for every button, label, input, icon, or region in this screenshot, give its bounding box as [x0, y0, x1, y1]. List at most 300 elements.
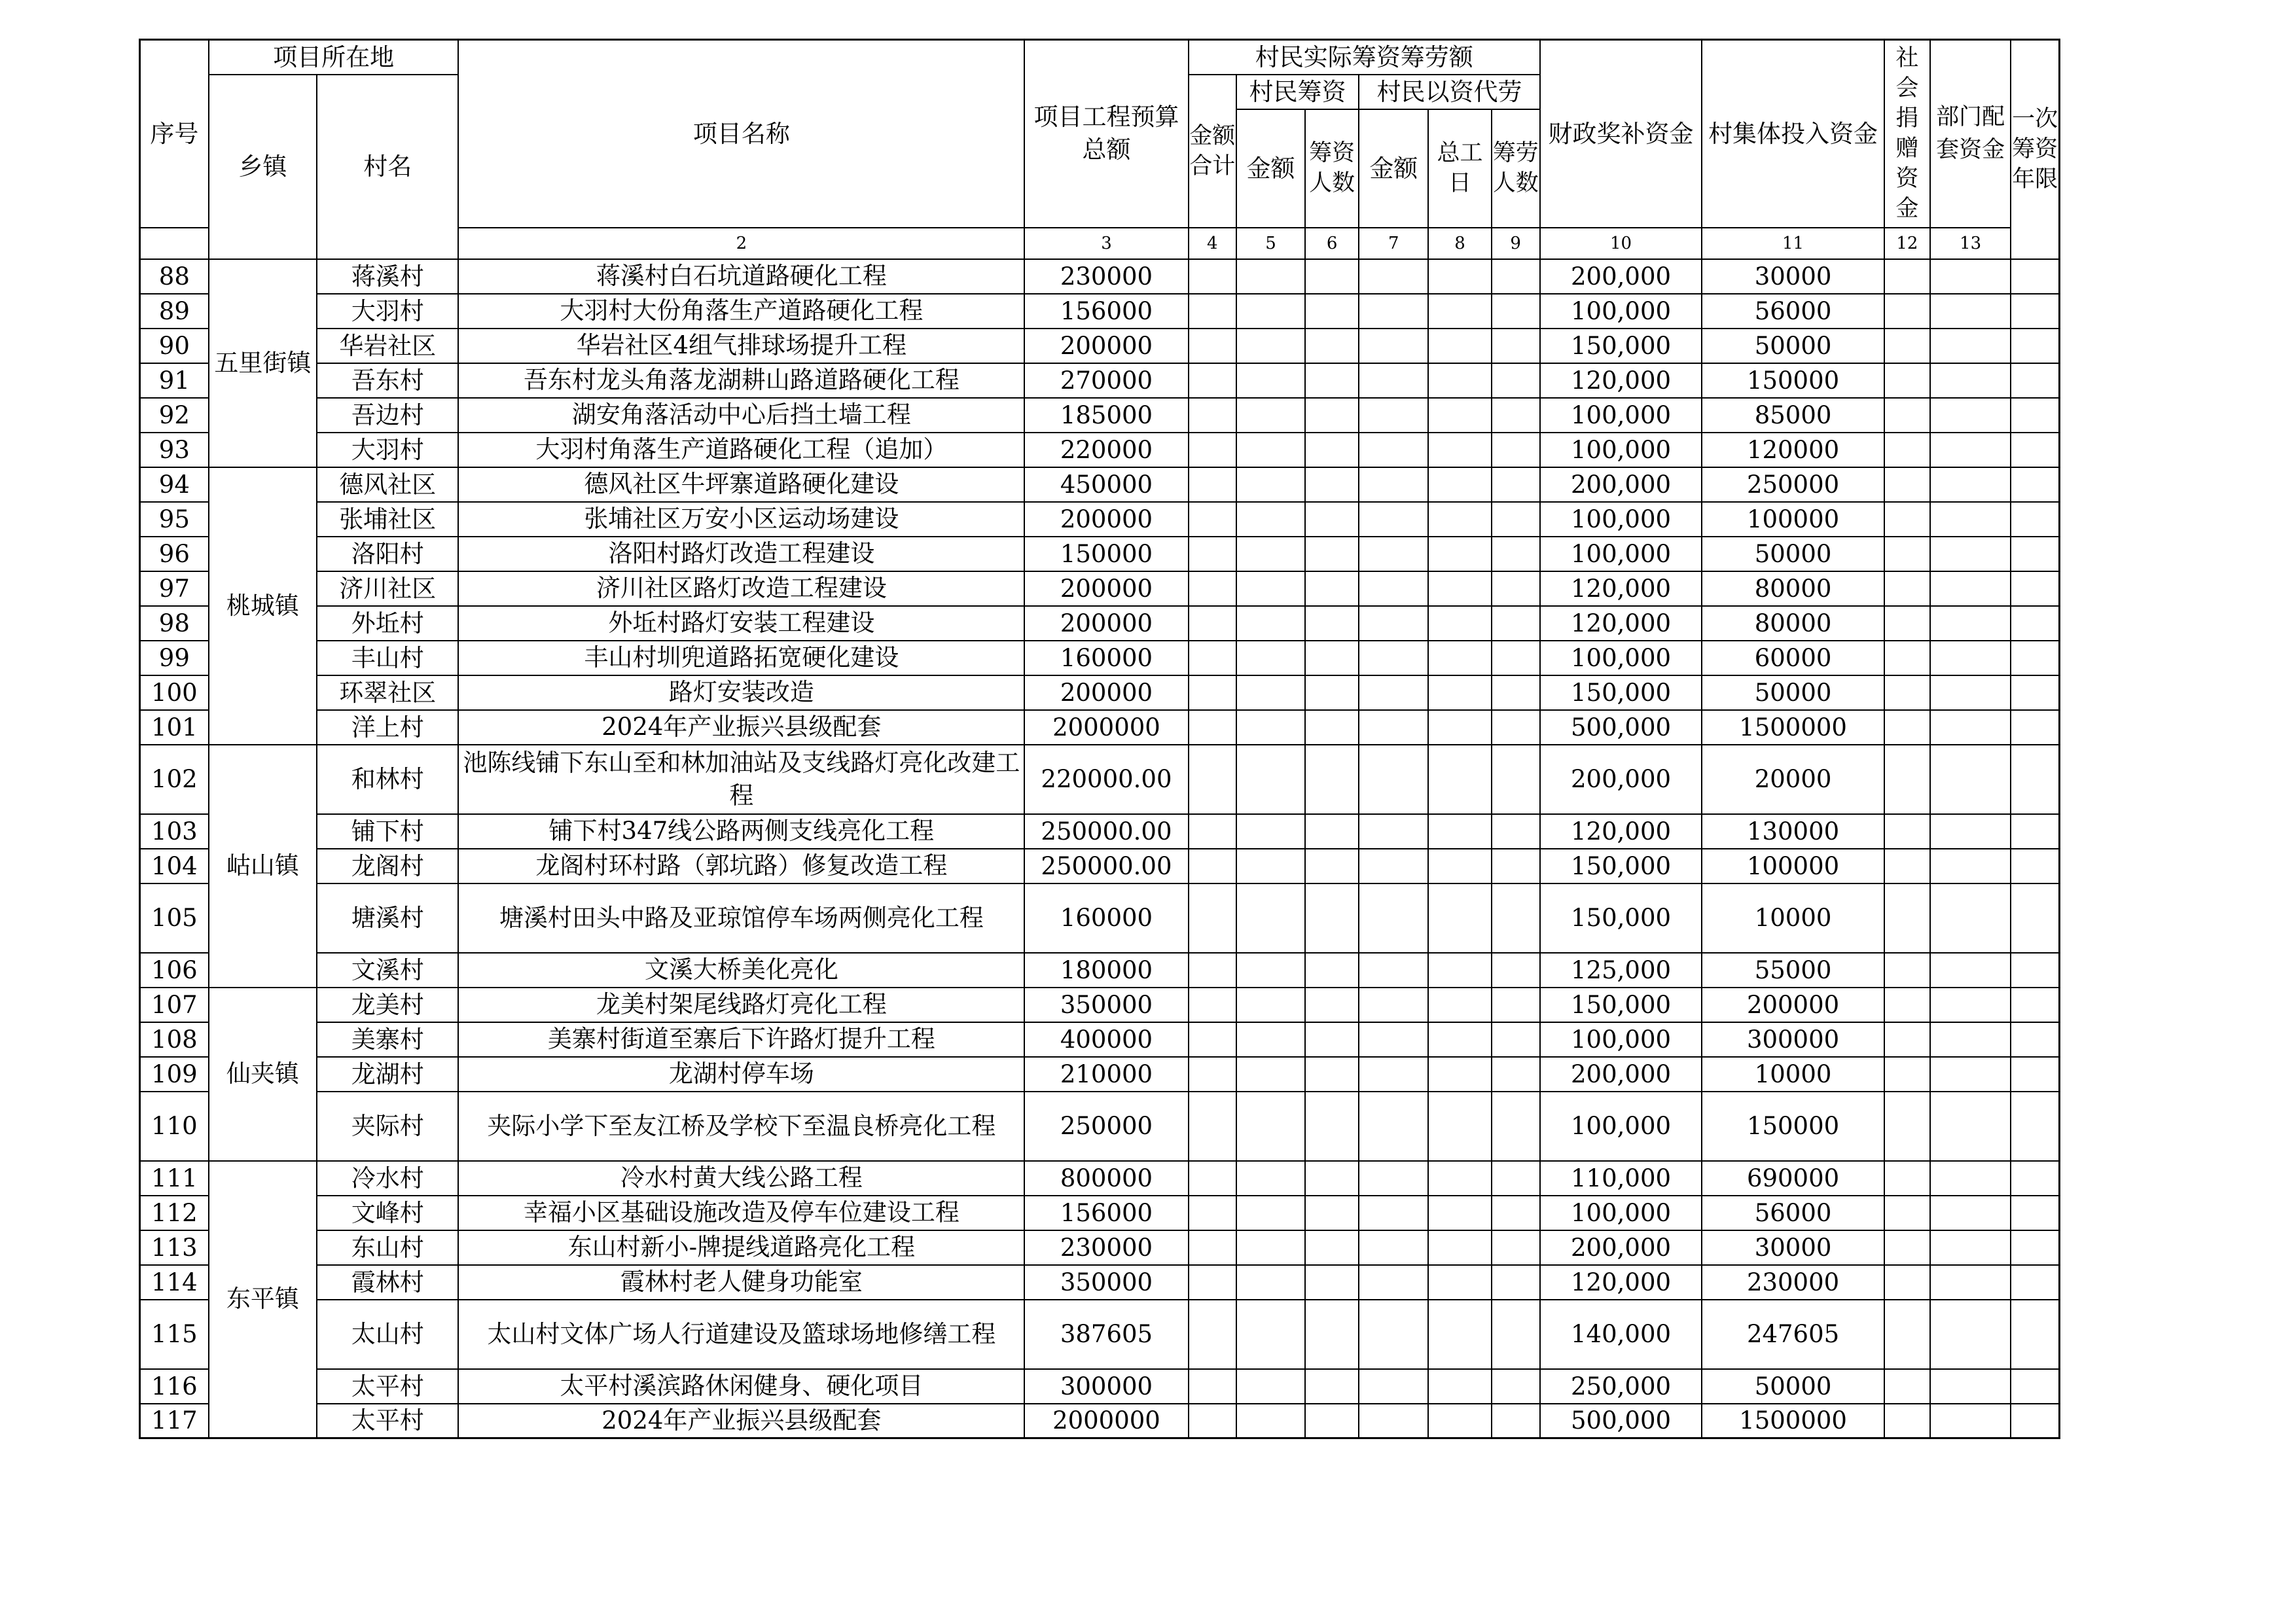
- row-budget: 300000: [1024, 1369, 1189, 1404]
- row-fiscal: 100,000: [1540, 1022, 1702, 1057]
- row-empty-cell: [1305, 988, 1359, 1022]
- table-row: [140, 363, 2060, 398]
- row-town: 岵山镇: [209, 745, 317, 988]
- row-collective: 1500000: [1702, 710, 1884, 745]
- header-villager-fund: 村民筹资: [1236, 75, 1359, 109]
- row-empty-cell: [2011, 814, 2059, 849]
- row-empty-cell: [1428, 537, 1491, 571]
- row-project-name: 路灯安装改造: [458, 675, 1024, 710]
- row-project-name: 德风社区牛坪寨道路硬化建设: [458, 467, 1024, 502]
- row-fiscal: 100,000: [1540, 1196, 1702, 1230]
- row-village: 洋上村: [317, 710, 458, 745]
- row-empty-cell: [1930, 1230, 2011, 1265]
- row-empty-cell: [1428, 641, 1491, 675]
- row-empty-cell: [1305, 814, 1359, 849]
- row-fiscal: 100,000: [1540, 641, 1702, 675]
- row-collective: 85000: [1702, 398, 1884, 433]
- row-empty-cell: [1492, 710, 1540, 745]
- row-empty-cell: [1359, 259, 1428, 294]
- row-empty-cell: [1930, 363, 2011, 398]
- row-empty-cell: [1236, 988, 1305, 1022]
- row-empty-cell: [1884, 1161, 1930, 1196]
- row-empty-cell: [1884, 641, 1930, 675]
- row-empty-cell: [1189, 259, 1236, 294]
- row-budget: 450000: [1024, 467, 1189, 502]
- row-project-name: 池陈线铺下东山至和林加油站及支线路灯亮化改建工程: [458, 745, 1024, 814]
- row-collective: 247605: [1702, 1300, 1884, 1369]
- row-empty-cell: [1428, 988, 1491, 1022]
- row-empty-cell: [1189, 398, 1236, 433]
- header-labor-days: 总工日: [1428, 109, 1491, 228]
- header-dept: 部门配套资金: [1930, 40, 2011, 228]
- row-project-name: 吾东村龙头角落龙湖耕山路道路硬化工程: [458, 363, 1024, 398]
- row-town: 桃城镇: [209, 467, 317, 745]
- row-empty-cell: [1305, 1404, 1359, 1438]
- row-empty-cell: [1884, 259, 1930, 294]
- row-budget: 350000: [1024, 988, 1189, 1022]
- row-empty-cell: [1305, 433, 1359, 467]
- row-empty-cell: [1930, 1196, 2011, 1230]
- row-empty-cell: [1189, 502, 1236, 537]
- row-project-name: 美寨村街道至寨后下许路灯提升工程: [458, 1022, 1024, 1057]
- row-empty-cell: [1884, 1022, 1930, 1057]
- row-budget: 160000: [1024, 641, 1189, 675]
- row-empty-cell: [1236, 1092, 1305, 1161]
- row-empty-cell: [1884, 1057, 1930, 1092]
- row-empty-cell: [1359, 988, 1428, 1022]
- row-empty-cell: [1884, 1092, 1930, 1161]
- row-empty-cell: [1305, 745, 1359, 814]
- row-empty-cell: [1359, 329, 1428, 363]
- row-empty-cell: [1930, 1161, 2011, 1196]
- col-number: 2: [458, 228, 1024, 259]
- row-empty-cell: [1189, 363, 1236, 398]
- row-empty-cell: [1492, 1196, 1540, 1230]
- row-empty-cell: [1428, 571, 1491, 606]
- row-seq: 108: [140, 1022, 209, 1057]
- row-empty-cell: [1305, 502, 1359, 537]
- row-empty-cell: [1492, 294, 1540, 329]
- row-empty-cell: [1884, 398, 1930, 433]
- row-collective: 1500000: [1702, 1404, 1884, 1438]
- row-budget: 156000: [1024, 294, 1189, 329]
- row-empty-cell: [1492, 398, 1540, 433]
- row-empty-cell: [2011, 537, 2059, 571]
- row-project-name: 蒋溪村白石坑道路硬化工程: [458, 259, 1024, 294]
- row-collective: 80000: [1702, 606, 1884, 641]
- row-empty-cell: [1492, 502, 1540, 537]
- row-village: 铺下村: [317, 814, 458, 849]
- row-empty-cell: [1236, 571, 1305, 606]
- row-village: 东山村: [317, 1230, 458, 1265]
- row-empty-cell: [1359, 1057, 1428, 1092]
- row-budget: 250000.00: [1024, 814, 1189, 849]
- row-project-name: 文溪大桥美化亮化: [458, 953, 1024, 988]
- row-empty-cell: [1428, 745, 1491, 814]
- row-collective: 30000: [1702, 1230, 1884, 1265]
- row-empty-cell: [1305, 1369, 1359, 1404]
- row-project-name: 霞林村老人健身功能室: [458, 1265, 1024, 1300]
- row-empty-cell: [1236, 294, 1305, 329]
- table-row: [140, 1196, 2060, 1230]
- row-empty-cell: [1428, 1057, 1491, 1092]
- row-empty-cell: [2011, 467, 2059, 502]
- row-empty-cell: [1236, 1022, 1305, 1057]
- row-empty-cell: [1884, 363, 1930, 398]
- row-empty-cell: [1236, 1300, 1305, 1369]
- row-empty-cell: [1492, 1369, 1540, 1404]
- row-empty-cell: [1428, 363, 1491, 398]
- row-empty-cell: [1236, 1404, 1305, 1438]
- row-empty-cell: [1492, 606, 1540, 641]
- row-empty-cell: [2011, 294, 2059, 329]
- table-row: [140, 710, 2060, 745]
- col-number: 6: [1305, 228, 1359, 259]
- row-empty-cell: [1428, 433, 1491, 467]
- row-village: 洛阳村: [317, 537, 458, 571]
- row-empty-cell: [1492, 675, 1540, 710]
- row-empty-cell: [1305, 1265, 1359, 1300]
- row-empty-cell: [1236, 363, 1305, 398]
- row-empty-cell: [1884, 329, 1930, 363]
- row-empty-cell: [1492, 1300, 1540, 1369]
- row-empty-cell: [1428, 1230, 1491, 1265]
- row-empty-cell: [1930, 710, 2011, 745]
- row-collective: 10000: [1702, 1057, 1884, 1092]
- row-project-name: 塘溪村田头中路及亚琼馆停车场两侧亮化工程: [458, 883, 1024, 953]
- header-town: 乡镇: [209, 75, 317, 259]
- row-empty-cell: [1189, 710, 1236, 745]
- row-empty-cell: [1189, 1022, 1236, 1057]
- row-empty-cell: [1492, 571, 1540, 606]
- row-empty-cell: [1930, 953, 2011, 988]
- row-empty-cell: [1884, 1369, 1930, 1404]
- row-fiscal: 100,000: [1540, 1092, 1702, 1161]
- row-empty-cell: [1359, 675, 1428, 710]
- row-fiscal: 120,000: [1540, 814, 1702, 849]
- row-collective: 50000: [1702, 1369, 1884, 1404]
- row-empty-cell: [1236, 398, 1305, 433]
- row-empty-cell: [1492, 259, 1540, 294]
- table-row: [140, 502, 2060, 537]
- row-seq: 91: [140, 363, 209, 398]
- col-number: 9: [1492, 228, 1540, 259]
- row-empty-cell: [1428, 1161, 1491, 1196]
- row-empty-cell: [1359, 1404, 1428, 1438]
- row-empty-cell: [1305, 1161, 1359, 1196]
- row-empty-cell: [1492, 329, 1540, 363]
- row-empty-cell: [1884, 467, 1930, 502]
- row-collective: 250000: [1702, 467, 1884, 502]
- row-seq: 112: [140, 1196, 209, 1230]
- row-empty-cell: [1359, 1022, 1428, 1057]
- row-seq: 111: [140, 1161, 209, 1196]
- row-collective: 300000: [1702, 1022, 1884, 1057]
- table-row: [140, 849, 2060, 883]
- row-empty-cell: [1305, 849, 1359, 883]
- row-empty-cell: [1884, 953, 1930, 988]
- row-empty-cell: [1305, 259, 1359, 294]
- row-empty-cell: [1930, 433, 2011, 467]
- row-empty-cell: [1359, 1161, 1428, 1196]
- row-empty-cell: [1189, 988, 1236, 1022]
- row-project-name: 铺下村347线公路两侧支线亮化工程: [458, 814, 1024, 849]
- row-empty-cell: [1930, 329, 2011, 363]
- row-collective: 50000: [1702, 537, 1884, 571]
- row-empty-cell: [1428, 883, 1491, 953]
- header-village: 村名: [317, 75, 458, 259]
- row-empty-cell: [1428, 1265, 1491, 1300]
- row-empty-cell: [1359, 1196, 1428, 1230]
- row-empty-cell: [1930, 883, 2011, 953]
- row-seq: 90: [140, 329, 209, 363]
- row-fiscal: 120,000: [1540, 606, 1702, 641]
- row-empty-cell: [1189, 1092, 1236, 1161]
- row-empty-cell: [1428, 953, 1491, 988]
- row-collective: 55000: [1702, 953, 1884, 988]
- row-empty-cell: [1428, 814, 1491, 849]
- row-empty-cell: [1189, 329, 1236, 363]
- row-empty-cell: [1884, 1404, 1930, 1438]
- row-empty-cell: [1359, 433, 1428, 467]
- row-budget: 220000.00: [1024, 745, 1189, 814]
- row-empty-cell: [1492, 1057, 1540, 1092]
- row-collective: 130000: [1702, 814, 1884, 849]
- row-empty-cell: [1492, 953, 1540, 988]
- row-fiscal: 200,000: [1540, 259, 1702, 294]
- row-budget: 160000: [1024, 883, 1189, 953]
- row-budget: 200000: [1024, 329, 1189, 363]
- row-empty-cell: [2011, 710, 2059, 745]
- row-empty-cell: [1305, 953, 1359, 988]
- col-number: 5: [1236, 228, 1305, 259]
- row-village: 华岩社区: [317, 329, 458, 363]
- row-village: 环翠社区: [317, 675, 458, 710]
- row-fiscal: 120,000: [1540, 1265, 1702, 1300]
- row-empty-cell: [2011, 1369, 2059, 1404]
- row-budget: 250000: [1024, 1092, 1189, 1161]
- row-empty-cell: [1884, 606, 1930, 641]
- row-empty-cell: [1359, 849, 1428, 883]
- row-collective: 100000: [1702, 502, 1884, 537]
- row-empty-cell: [1359, 363, 1428, 398]
- row-empty-cell: [1428, 1369, 1491, 1404]
- row-empty-cell: [2011, 1404, 2059, 1438]
- row-empty-cell: [1428, 1196, 1491, 1230]
- row-empty-cell: [1930, 849, 2011, 883]
- row-budget: 180000: [1024, 953, 1189, 988]
- row-budget: 220000: [1024, 433, 1189, 467]
- row-budget: 250000.00: [1024, 849, 1189, 883]
- row-collective: 690000: [1702, 1161, 1884, 1196]
- table-row: [140, 814, 2060, 849]
- row-project-name: 冷水村黄大线公路工程: [458, 1161, 1024, 1196]
- row-project-name: 洛阳村路灯改造工程建设: [458, 537, 1024, 571]
- row-village: 济川社区: [317, 571, 458, 606]
- col-number: 11: [1702, 228, 1884, 259]
- row-empty-cell: [1189, 814, 1236, 849]
- row-project-name: 济川社区路灯改造工程建设: [458, 571, 1024, 606]
- row-empty-cell: [1236, 1196, 1305, 1230]
- row-budget: 230000: [1024, 259, 1189, 294]
- row-empty-cell: [1236, 745, 1305, 814]
- table-row: [140, 1161, 2060, 1196]
- row-empty-cell: [1305, 398, 1359, 433]
- row-empty-cell: [1359, 1369, 1428, 1404]
- row-fiscal: 500,000: [1540, 710, 1702, 745]
- row-empty-cell: [1884, 675, 1930, 710]
- row-project-name: 外坵村路灯安装工程建设: [458, 606, 1024, 641]
- row-empty-cell: [1492, 1092, 1540, 1161]
- row-empty-cell: [1492, 988, 1540, 1022]
- row-village: 塘溪村: [317, 883, 458, 953]
- row-empty-cell: [1492, 1230, 1540, 1265]
- header-labor-amount: 金额: [1359, 109, 1428, 228]
- row-empty-cell: [1428, 467, 1491, 502]
- table-row: [140, 537, 2060, 571]
- row-seq: 88: [140, 259, 209, 294]
- row-seq: 109: [140, 1057, 209, 1092]
- row-empty-cell: [1189, 849, 1236, 883]
- header-seq: 序号: [140, 40, 209, 228]
- row-empty-cell: [2011, 883, 2059, 953]
- row-empty-cell: [1930, 398, 2011, 433]
- row-empty-cell: [1884, 502, 1930, 537]
- row-empty-cell: [1884, 1265, 1930, 1300]
- row-empty-cell: [1189, 537, 1236, 571]
- row-project-name: 夹际小学下至友江桥及学校下至温良桥亮化工程: [458, 1092, 1024, 1161]
- row-empty-cell: [1930, 1057, 2011, 1092]
- row-empty-cell: [1428, 1092, 1491, 1161]
- row-village: 太山村: [317, 1300, 458, 1369]
- row-empty-cell: [1236, 502, 1305, 537]
- row-budget: 2000000: [1024, 1404, 1189, 1438]
- row-empty-cell: [2011, 953, 2059, 988]
- header-years: 一次筹资年限: [2011, 40, 2059, 259]
- row-fiscal: 100,000: [1540, 537, 1702, 571]
- row-seq: 100: [140, 675, 209, 710]
- row-seq: 96: [140, 537, 209, 571]
- row-seq: 92: [140, 398, 209, 433]
- row-project-name: 东山村新小-牌提线道路亮化工程: [458, 1230, 1024, 1265]
- row-empty-cell: [2011, 849, 2059, 883]
- row-budget: 387605: [1024, 1300, 1189, 1369]
- row-empty-cell: [1930, 1265, 2011, 1300]
- row-empty-cell: [1884, 1300, 1930, 1369]
- row-seq: 107: [140, 988, 209, 1022]
- row-project-name: 大羽村大份角落生产道路硬化工程: [458, 294, 1024, 329]
- row-fiscal: 100,000: [1540, 398, 1702, 433]
- row-village: 美寨村: [317, 1022, 458, 1057]
- row-empty-cell: [1428, 710, 1491, 745]
- row-empty-cell: [1236, 814, 1305, 849]
- row-empty-cell: [1884, 710, 1930, 745]
- row-collective: 50000: [1702, 329, 1884, 363]
- row-empty-cell: [1428, 849, 1491, 883]
- row-empty-cell: [1359, 502, 1428, 537]
- row-empty-cell: [1359, 641, 1428, 675]
- row-collective: 150000: [1702, 363, 1884, 398]
- row-budget: 200000: [1024, 502, 1189, 537]
- row-empty-cell: [1492, 1404, 1540, 1438]
- table-row: [140, 329, 2060, 363]
- row-seq: 102: [140, 745, 209, 814]
- row-empty-cell: [1428, 329, 1491, 363]
- row-empty-cell: [1930, 988, 2011, 1022]
- row-collective: 120000: [1702, 433, 1884, 467]
- row-empty-cell: [1305, 363, 1359, 398]
- row-seq: 114: [140, 1265, 209, 1300]
- row-empty-cell: [1428, 259, 1491, 294]
- row-seq: 115: [140, 1300, 209, 1369]
- row-seq: 101: [140, 710, 209, 745]
- row-empty-cell: [1305, 329, 1359, 363]
- row-village: 文峰村: [317, 1196, 458, 1230]
- row-empty-cell: [2011, 745, 2059, 814]
- row-empty-cell: [1189, 467, 1236, 502]
- row-empty-cell: [1236, 537, 1305, 571]
- row-seq: 99: [140, 641, 209, 675]
- row-budget: 150000: [1024, 537, 1189, 571]
- col-number: 12: [1884, 228, 1930, 259]
- row-village: 冷水村: [317, 1161, 458, 1196]
- row-empty-cell: [1189, 294, 1236, 329]
- row-empty-cell: [1492, 745, 1540, 814]
- row-seq: 89: [140, 294, 209, 329]
- header-collective: 村集体投入资金: [1702, 40, 1884, 228]
- table-row: [140, 571, 2060, 606]
- row-empty-cell: [1189, 745, 1236, 814]
- row-empty-cell: [1884, 433, 1930, 467]
- table-row: [140, 988, 2060, 1022]
- row-seq: 106: [140, 953, 209, 988]
- row-seq: 103: [140, 814, 209, 849]
- row-village: 吾东村: [317, 363, 458, 398]
- row-empty-cell: [1930, 745, 2011, 814]
- row-empty-cell: [1305, 1196, 1359, 1230]
- row-empty-cell: [1236, 883, 1305, 953]
- row-empty-cell: [1305, 675, 1359, 710]
- header-fiscal: 财政奖补资金: [1540, 40, 1702, 228]
- row-collective: 230000: [1702, 1265, 1884, 1300]
- col-number: 10: [1540, 228, 1702, 259]
- row-empty-cell: [1359, 814, 1428, 849]
- row-empty-cell: [1428, 675, 1491, 710]
- row-empty-cell: [1305, 467, 1359, 502]
- row-fiscal: 120,000: [1540, 571, 1702, 606]
- row-empty-cell: [1305, 1300, 1359, 1369]
- row-seq: 116: [140, 1369, 209, 1404]
- row-empty-cell: [1189, 953, 1236, 988]
- col-number-blank: [140, 228, 209, 259]
- row-seq: 95: [140, 502, 209, 537]
- row-budget: 210000: [1024, 1057, 1189, 1092]
- row-project-name: 湖安角落活动中心后挡土墙工程: [458, 398, 1024, 433]
- row-empty-cell: [1305, 641, 1359, 675]
- row-seq: 104: [140, 849, 209, 883]
- row-collective: 10000: [1702, 883, 1884, 953]
- row-empty-cell: [1428, 606, 1491, 641]
- row-empty-cell: [1189, 1300, 1236, 1369]
- row-project-name: 龙湖村停车场: [458, 1057, 1024, 1092]
- row-empty-cell: [1930, 675, 2011, 710]
- row-budget: 200000: [1024, 675, 1189, 710]
- table-row: [140, 259, 2060, 294]
- row-empty-cell: [1236, 606, 1305, 641]
- header-location: 项目所在地: [209, 40, 459, 75]
- row-project-name: 龙美村架尾线路灯亮化工程: [458, 988, 1024, 1022]
- row-fiscal: 120,000: [1540, 363, 1702, 398]
